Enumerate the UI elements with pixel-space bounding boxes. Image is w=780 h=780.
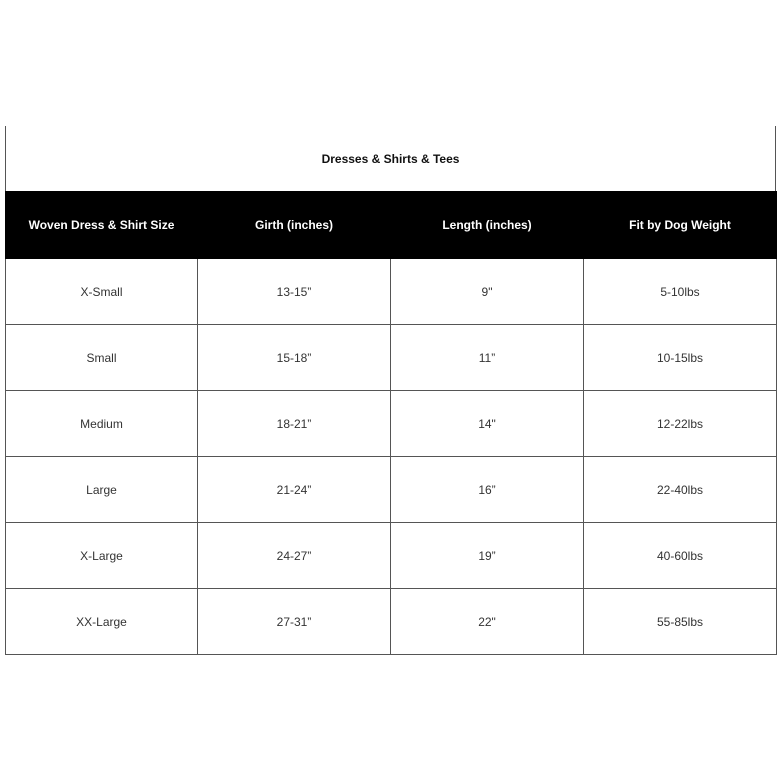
girth-cell: 15-18” <box>198 325 391 391</box>
size-chart <box>5 126 776 655</box>
size-cell: Large <box>6 457 198 523</box>
weight-cell: 55-85lbs <box>584 589 777 655</box>
length-cell: 11” <box>391 325 584 391</box>
girth-cell: 18-21” <box>198 391 391 457</box>
chart-title: Dresses & Shirts & Tees <box>5 126 776 191</box>
length-cell: 22" <box>391 589 584 655</box>
girth-cell: 27-31” <box>198 589 391 655</box>
size-table <box>5 191 777 655</box>
girth-cell: 21-24” <box>198 457 391 523</box>
header-size: Woven Dress & Shirt Size <box>6 192 198 259</box>
size-cell: Small <box>6 325 198 391</box>
weight-cell: 40-60lbs <box>584 523 777 589</box>
header-girth: Girth (inches) <box>198 192 391 259</box>
weight-cell: 12-22lbs <box>584 391 777 457</box>
header-row <box>6 192 777 259</box>
length-cell: 9" <box>391 259 584 325</box>
table-row <box>6 457 777 523</box>
length-cell: 19” <box>391 523 584 589</box>
table-row <box>6 259 777 325</box>
size-cell: X-Small <box>6 259 198 325</box>
length-cell: 14" <box>391 391 584 457</box>
header-weight: Fit by Dog Weight <box>584 192 777 259</box>
table-row <box>6 523 777 589</box>
length-cell: 16” <box>391 457 584 523</box>
weight-cell: 5-10lbs <box>584 259 777 325</box>
size-cell: X-Large <box>6 523 198 589</box>
girth-cell: 13-15” <box>198 259 391 325</box>
size-cell: XX-Large <box>6 589 198 655</box>
header-length: Length (inches) <box>391 192 584 259</box>
weight-cell: 22-40lbs <box>584 457 777 523</box>
table-row <box>6 391 777 457</box>
size-cell: Medium <box>6 391 198 457</box>
weight-cell: 10-15lbs <box>584 325 777 391</box>
table-row <box>6 589 777 655</box>
table-row <box>6 325 777 391</box>
girth-cell: 24-27” <box>198 523 391 589</box>
